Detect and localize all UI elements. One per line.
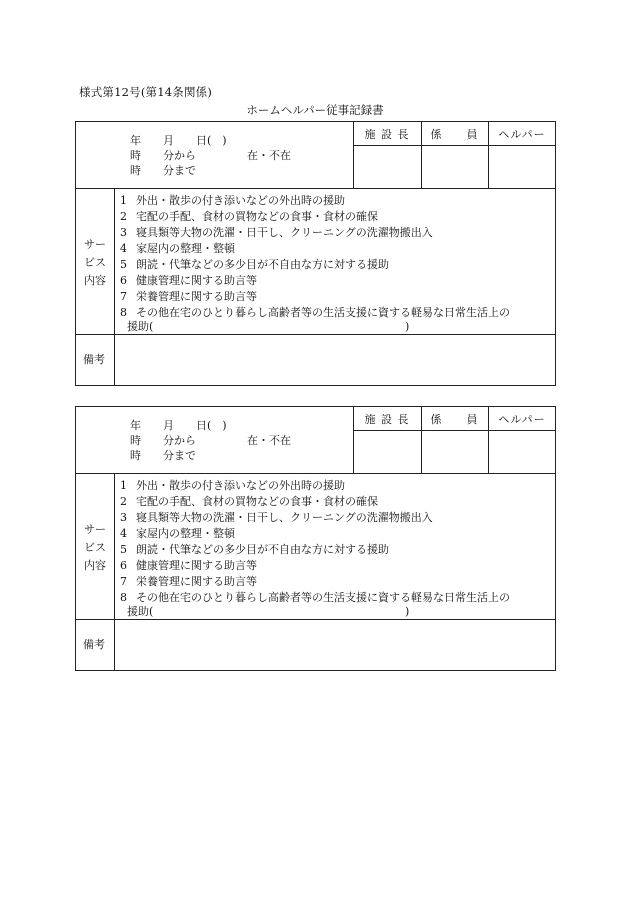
- service-item[interactable]: 6 健康管理に関する助言等: [120, 274, 257, 287]
- service-item[interactable]: 2 宅配の手配、食材の買物などの食事・食材の確保: [120, 495, 378, 508]
- end-time-line: 時 分まで: [130, 164, 196, 177]
- record-block-2: [75, 406, 556, 671]
- remarks-field[interactable]: [116, 335, 555, 385]
- start-time-line: 時 分から: [130, 149, 196, 162]
- service-item-8-continuation: 援助(: [127, 320, 154, 333]
- remarks-label: 備考: [83, 638, 105, 651]
- service-label-1: サー: [84, 238, 106, 251]
- form-title: ホームヘルパー従事記録書: [246, 103, 384, 117]
- service-item[interactable]: 2 宅配の手配、食材の買物などの食事・食材の確保: [120, 210, 378, 223]
- date-line: 年 月 日( ): [130, 134, 227, 147]
- service-item[interactable]: 3 寝具類等大物の洗濯・日干し、クリーニングの洗濯物搬出入: [120, 226, 433, 239]
- service-item[interactable]: 5 朗読・代筆などの多少目が不自由な方に対する援助: [120, 543, 389, 556]
- start-time-line: 時 分から: [130, 434, 196, 447]
- service-item[interactable]: 1 外出・散歩の付き添いなどの外出時の援助: [120, 194, 345, 207]
- remarks-row: [76, 335, 555, 385]
- stamp-box-facility-head[interactable]: [354, 146, 420, 187]
- date-time-row: [76, 407, 555, 474]
- signature-helper: ヘルパー: [498, 413, 546, 426]
- remarks-row: [76, 620, 555, 670]
- service-label-3: 内容: [84, 559, 106, 572]
- service-item[interactable]: 6 健康管理に関する助言等: [120, 559, 257, 572]
- stamp-box-staff[interactable]: [422, 431, 487, 472]
- service-label-2: ビス: [84, 256, 106, 269]
- date-line: 年 月 日( ): [130, 419, 227, 432]
- service-item[interactable]: 3 寝具類等大物の洗濯・日干し、クリーニングの洗濯物搬出入: [120, 511, 433, 524]
- service-label-1: サー: [84, 523, 106, 536]
- service-row: [76, 474, 555, 620]
- presence-status: 在・不在: [247, 434, 291, 447]
- stamp-box-helper[interactable]: [489, 431, 555, 472]
- signature-facility-head: 施 設 長: [364, 128, 410, 141]
- service-item[interactable]: 4 家屋内の整理・整頓: [120, 527, 235, 540]
- signature-facility-head: 施 設 長: [364, 413, 410, 426]
- service-item[interactable]: 5 朗読・代筆などの多少目が不自由な方に対する援助: [120, 258, 389, 271]
- signature-helper: ヘルパー: [498, 128, 546, 141]
- record-block-1: [75, 121, 556, 386]
- stamp-box-staff[interactable]: [422, 146, 487, 187]
- service-item[interactable]: 7 栄養管理に関する助言等: [120, 290, 257, 303]
- service-item[interactable]: 8 その他在宅のひとり暮らし高齢者等の生活支援に資する軽易な日常生活上の: [120, 591, 510, 604]
- service-8-close-paren: ): [405, 320, 410, 333]
- form-number: 様式第12号(第14条関係): [79, 85, 213, 99]
- stamp-box-helper[interactable]: [489, 146, 555, 187]
- service-row: [76, 189, 555, 335]
- presence-status: 在・不在: [247, 149, 291, 162]
- signature-staff: 係 員: [430, 413, 479, 426]
- service-item[interactable]: 4 家屋内の整理・整頓: [120, 242, 235, 255]
- service-item-8-continuation: 援助(: [127, 605, 154, 618]
- signature-staff: 係 員: [430, 128, 479, 141]
- remarks-label: 備考: [83, 353, 105, 366]
- remarks-field[interactable]: [116, 620, 555, 670]
- end-time-line: 時 分まで: [130, 449, 196, 462]
- service-item[interactable]: 7 栄養管理に関する助言等: [120, 575, 257, 588]
- service-label-2: ビス: [84, 541, 106, 554]
- service-item[interactable]: 8 その他在宅のひとり暮らし高齢者等の生活支援に資する軽易な日常生活上の: [120, 306, 510, 319]
- date-time-row: [76, 122, 555, 189]
- service-label-3: 内容: [84, 274, 106, 287]
- service-item[interactable]: 1 外出・散歩の付き添いなどの外出時の援助: [120, 479, 345, 492]
- stamp-box-facility-head[interactable]: [354, 431, 420, 472]
- service-8-close-paren: ): [405, 605, 410, 618]
